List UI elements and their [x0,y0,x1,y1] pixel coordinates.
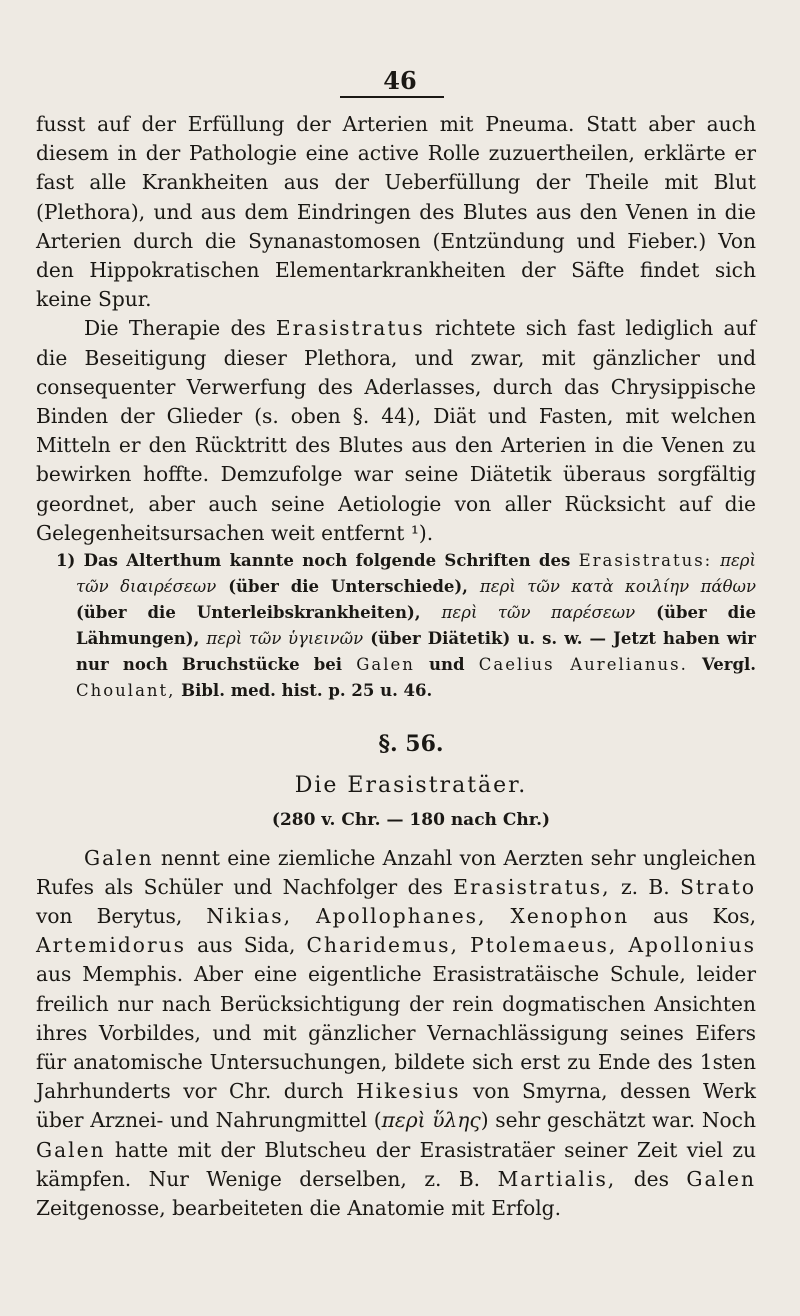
greek-title: περὶ τῶν ὑγιεινῶν [206,629,364,649]
person-name: Erasistratus, [453,874,611,899]
text-run: z. B. [610,874,681,899]
person-name: Strato [680,874,756,899]
person-name: Galen [686,1166,756,1191]
text-run: ) sehr geschätzt war. Noch [480,1108,756,1133]
section-title: Die Erasistratäer. [294,773,528,799]
text-run: Vergl. [687,655,756,675]
text-run: aus Memphis. Aber eine eigentliche Erasistratäische Schule, leider freilich nur nach Berücksichtigung der rein dogmatischen Ansichten ihres Vorbildes, und mit gänzlicher Vernachlässigung seines Eifers für anatomische Untersuchungen, bildete sich erst zu Ende des 1sten Jahrhunderts vor Chr. durch [36,962,756,1104]
greek-title: περὶ τῶν διαιρέσεων [76,551,756,597]
section-dates: (280 v. Chr. — 180 nach Chr.) [271,810,551,831]
text-run: nennt eine ziemliche Anzahl von Aerzten sehr ungleichen Rufes als Schüler und Nachfolger des [36,845,756,899]
person-name: Erasistratus: [578,551,713,571]
footnote-marker: 1) [56,551,76,571]
paragraph-therapy [36,314,756,548]
body-text [36,110,756,1223]
text-run: Das Alterthum kannte noch folgende Schriften des [75,551,579,571]
text-run: aus Kos, [629,904,757,929]
text-run: Die Therapie des [84,316,276,341]
person-name: Galen [84,845,154,870]
text-run: (über die Unterschiede), [216,577,480,597]
person-name: Erasistratus [275,316,425,341]
footnote [36,548,756,704]
greek-title: περὶ τῶν παρέσεων [441,603,636,623]
person-name: Xenophon [510,904,630,929]
person-name: Hikesius [356,1079,461,1104]
paragraph-pathology: fusst auf der Erfüllung der Arterien mit Pneuma. Statt aber auch diesem in der Pathologie eine active Rolle zuzuertheilen, erklärte er fast alle Krankheiten aus der Ueberfüllung der Theile mit Blut (Plethora), und aus dem Eindringen des Blutes aus den Venen in die Arterien durch die Synanastomosen (Entzündung und Fieber.) Von den Hippokratischen Elementarkrankheiten der Säfte findet sich keine Spur. [36,112,756,312]
page-number-rule [340,96,444,98]
text-run [292,904,316,928]
person-name: Ptolemaeus, [470,933,618,958]
text-run: hatte mit der Blutscheu der Erasistratäer seiner Zeit viel zu kämpfen. Nur Wenige derselben, z. B. [36,1137,756,1191]
greek-title: περὶ τῶν κατὰ κοιλίην πάθων [479,577,756,597]
person-name: Martialis, [497,1166,617,1191]
text-run: richtete sich fast lediglich auf die Beseitigung dieser Plethora, und zwar, mit gänzlicher und consequenter Verwerfung des Aderlasses, durch das Chrysippische Binden der Glieder (s. oben §. 44), Diät und Fasten, mit welchen Mitteln er den Rücktritt des Blutes aus den Arterien in die Venen zu bewirken hoffte. Demzufolge war seine Diätetik überaus sorgfältig geordnet, aber auch seine Aetiologie von aller Rücksicht auf die Gelegenheitsursachen weit entfernt ¹). [36,316,756,545]
person-name: Apollonius [628,933,756,958]
person-name: Artemidorus [36,933,186,958]
text-run: Zeitgenosse, bearbeiteten die Anatomie mit Erfolg. [36,1196,562,1221]
person-name: Caelius Aurelianus. [478,655,688,675]
text-run [486,904,510,928]
text-run [459,933,470,957]
person-name: Apollophanes, [316,904,487,929]
page-number: 46 [383,66,417,95]
text-run [617,933,628,957]
person-name: Galen [36,1137,106,1162]
text-run: des [616,1166,687,1191]
section-number: §. 56. [378,731,444,758]
text-run: von Smyrna, dessen Werk über Arznei- und Nahrungmittel ( [36,1079,756,1133]
person-name: Nikias, [206,904,292,929]
text-run: Bibl. med. hist. p. 25 u. 46. [175,681,433,701]
text-run: und [414,655,479,675]
person-name: Galen [356,655,415,675]
text-run: (über die Unterleibskrankheiten), [76,603,442,623]
text-run: (über die Lähmungen), [76,603,756,649]
person-name: Charidemus, [306,933,459,958]
greek-title: περὶ ὕλης [381,1108,481,1133]
text-run: aus Sida, [185,933,307,958]
text-run: (über Diätetik) u. s. w. — Jetzt haben wir nur noch Bruchstücke bei [76,629,756,675]
text-run: von Berytus, [36,904,207,929]
paragraph-erasistrataeer [36,844,756,1224]
person-name: Choulant, [76,681,176,701]
